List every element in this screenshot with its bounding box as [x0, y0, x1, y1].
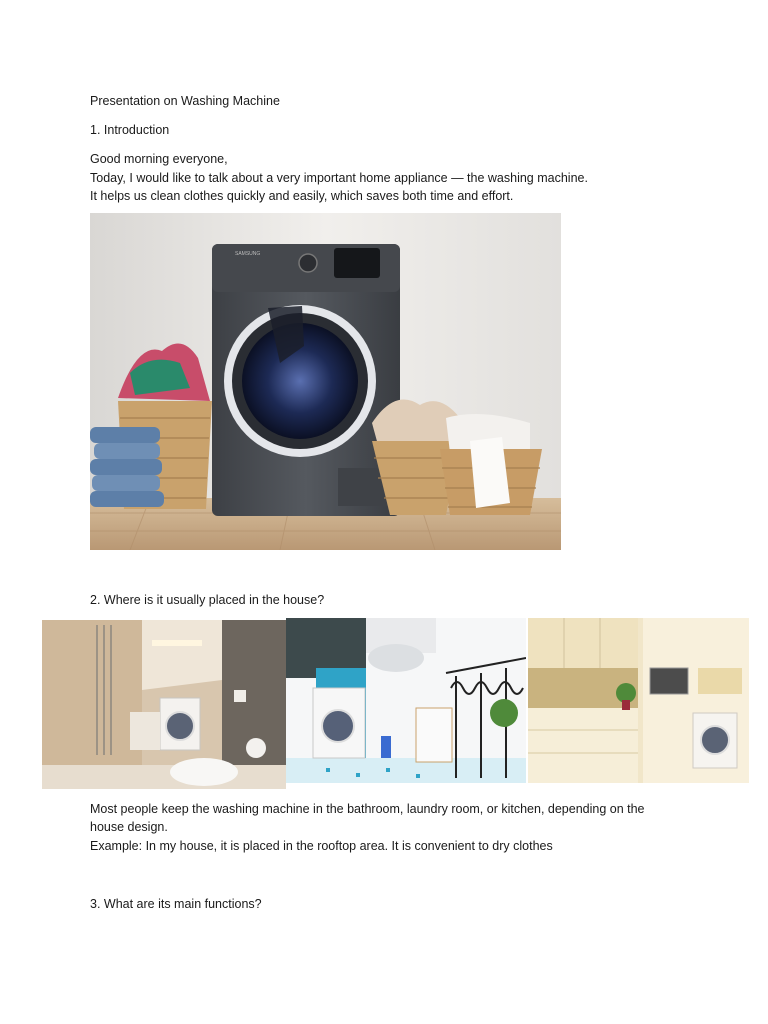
section-heading-introduction: 1. Introduction	[90, 123, 170, 137]
paragraph-line: Example: In my house, it is placed in the rooftop area. It is convenient to dry clothes	[90, 839, 553, 853]
section-heading-functions: 3. What are its main functions?	[90, 897, 262, 911]
paragraph-line: Most people keep the washing machine in the bathroom, laundry room, or kitchen, depending on the	[90, 802, 645, 816]
brand-label: SAMSUNG	[235, 251, 261, 257]
paragraph-line: It helps us clean clothes quickly and easily, which saves both time and effort.	[90, 189, 514, 203]
paragraph-line: house design.	[90, 820, 168, 834]
kitchen-photo	[528, 618, 749, 783]
paragraph-line: Good morning everyone,	[90, 152, 228, 166]
balcony-photo	[286, 618, 526, 783]
paragraph-line: Today, I would like to talk about a very important home appliance — the washing machine.	[90, 171, 588, 185]
bathroom-photo	[42, 620, 286, 789]
washing-machine-photo	[90, 213, 561, 550]
document-title: Presentation on Washing Machine	[90, 94, 280, 108]
section-heading-placement: 2. Where is it usually placed in the house?	[90, 593, 325, 607]
